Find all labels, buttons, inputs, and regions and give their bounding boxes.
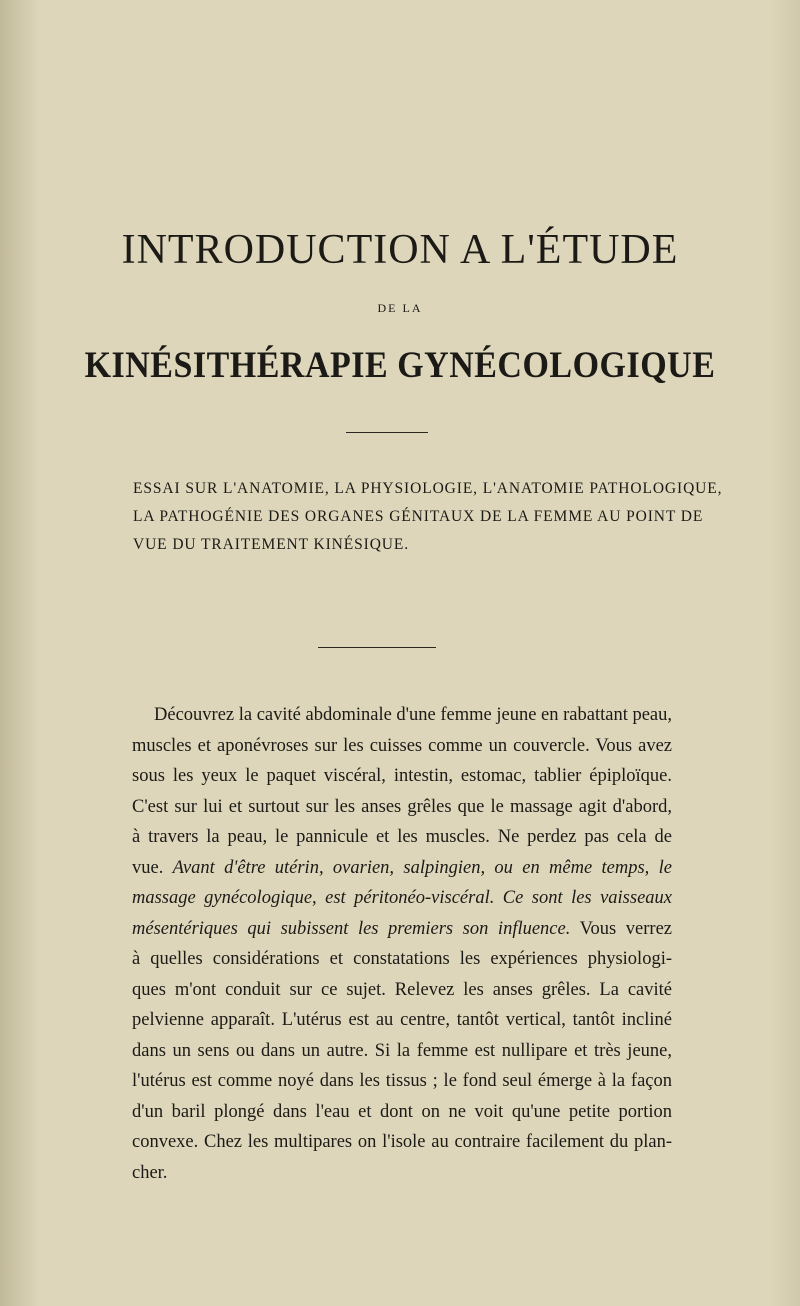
body-line: pelvienne apparaît. L'utérus est au centre, tantôt vertical, tantôt incliné [132, 1010, 672, 1030]
page-subtitle: KINÉSITHÉRAPIE GYNÉCOLOGIQUE [84, 345, 716, 386]
body-line: convexe. Chez les multipares on l'isole au contraire facilement du plan- [132, 1132, 672, 1152]
body-line: ques m'ont conduit sur ce sujet. Relevez les anses grêles. La cavité [132, 979, 672, 1000]
body-line: à quelles considérations et constatations les expériences physiologi- [132, 949, 672, 969]
essay-line: ESSAI SUR L'ANATOMIE, LA PHYSIOLOGIE, L'ANATOMIE PATHOLOGIQUE, [133, 480, 723, 497]
body-line [132, 853, 672, 884]
body-line: l'utérus est comme noyé dans les tissus ; le fond seul émerge à la façon [132, 1071, 672, 1091]
essay-description [133, 475, 723, 559]
body-line: C'est sur lui et surtout sur les anses grêles que le massage agit d'abord, [132, 796, 672, 817]
body-line: d'un baril plongé dans l'eau et dont on ne voit qu'une petite portion [132, 1101, 672, 1122]
body-text-italic: Avant d'être utérin, ovarien, salpingien, ou en même temps, le [172, 857, 672, 878]
body-line: dans un sens ou dans un autre. Si la femme est nullipare et très jeune, [132, 1040, 672, 1061]
body-line [132, 914, 672, 945]
divider-rule-top [346, 432, 428, 433]
body-line [132, 883, 672, 914]
essay-line: LA PATHOGÉNIE DES ORGANES GÉNITAUX DE LA FEMME AU POINT DE [133, 508, 704, 525]
body-line: sous les yeux le paquet viscéral, intestin, estomac, tablier épiploïque. [132, 766, 672, 786]
essay-line: VUE DU TRAITEMENT KINÉSIQUE. [133, 536, 410, 553]
divider-rule-bottom [318, 647, 436, 648]
body-line: à travers la peau, le pannicule et les muscles. Ne perdez pas cela de [132, 827, 672, 847]
body-line: Découvrez la cavité abdominale d'une femme jeune en rabattant peau, [154, 705, 672, 725]
body-text-plain: Vous verrez [570, 918, 672, 939]
body-text-italic: massage gynécologique, est péritonéo-viscéral. Ce sont les vaisseaux [132, 888, 672, 908]
body-text-plain: vue. [132, 857, 173, 878]
title-connector: DE LA [377, 301, 423, 315]
body-line: cher. [132, 1162, 168, 1183]
page-title: INTRODUCTION A L'ÉTUDE [121, 227, 679, 273]
body-text-italic: mésentériques qui subissent les premiers son influence. [132, 918, 571, 939]
body-paragraph [132, 700, 672, 1188]
body-line: muscles et aponévroses sur les cuisses comme un couvercle. Vous avez [132, 735, 672, 756]
